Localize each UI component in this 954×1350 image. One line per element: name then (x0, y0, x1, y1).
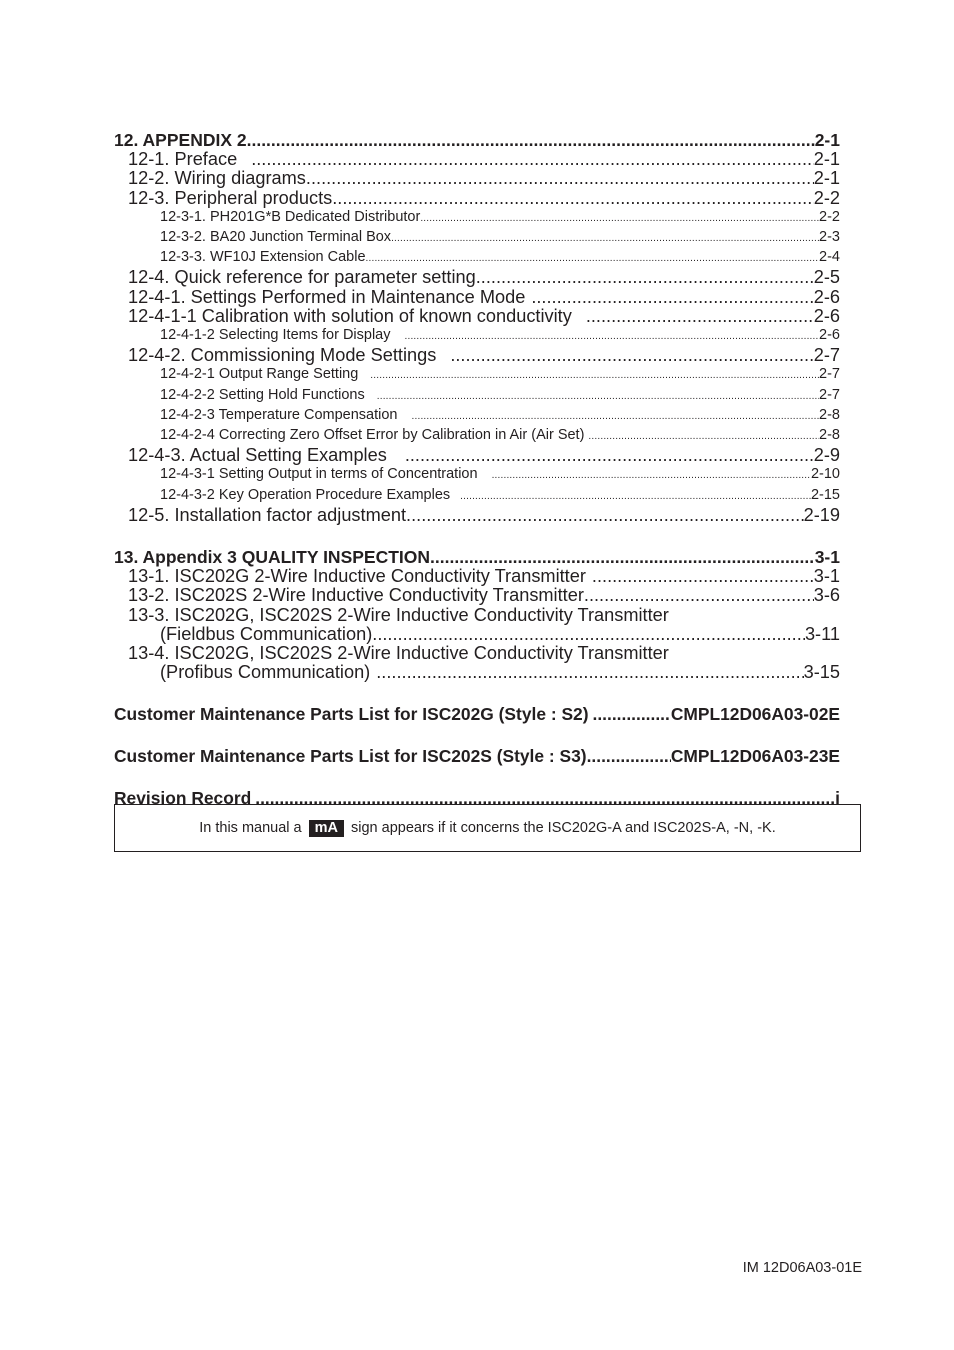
toc-cmpl-isc202g[interactable] (114, 704, 840, 724)
toc-entry-12-4-3[interactable] (114, 446, 840, 465)
toc-entry-page: 2-15 (810, 486, 840, 503)
note-text-before: In this manual a (199, 820, 302, 836)
toc-entry-12-5[interactable] (114, 506, 840, 525)
toc-leader-dots (584, 586, 814, 605)
toc-cmpl-isc202s[interactable] (114, 746, 840, 766)
toc-entry-page: CMPL12D06A03-02E (670, 704, 840, 725)
toc-leader-dots (587, 746, 671, 766)
toc-entry-title: 12-4-2-1 Output Range Setting (160, 366, 359, 383)
toc-entry-title: 13-2. ISC202S 2-Wire Inductive Conductivity Transmitter (128, 586, 584, 606)
toc-entry-12-1[interactable] (114, 150, 840, 169)
toc-entry-title: Customer Maintenance Parts List for ISC202G (Style : S2) (114, 704, 589, 725)
toc-entry-page: 2-7 (819, 366, 840, 383)
toc-entry-title: 12-4. Quick reference for parameter setting (128, 268, 476, 288)
toc-entry-title: 12-4-3-1 Setting Output in terms of Concentration (160, 466, 478, 483)
toc-entry-title: 12-4-2-3 Temperature Compensation (160, 406, 398, 423)
toc-spacer (114, 525, 840, 548)
toc-entry-title: 12-4-3-2 Key Operation Procedure Examples (160, 486, 451, 503)
toc-leader-dots (370, 366, 819, 385)
toc-entry-page: 3-1 (814, 548, 840, 568)
toc-leader-dots (531, 288, 813, 307)
toc-entry-title: 12-4-2-2 Setting Hold Functions (160, 386, 365, 403)
toc-leader-dots (332, 189, 813, 208)
toc-entry-page: 3-6 (813, 586, 840, 606)
toc-leader-dots (377, 387, 819, 406)
toc-entry-page: 3-15 (803, 663, 840, 683)
document-id-footer: IM 12D06A03-01E (742, 1260, 862, 1276)
toc-entry-12-3-3[interactable] (114, 248, 840, 268)
toc-entry-page: CMPL12D06A03-23E (670, 746, 840, 767)
toc-entry-12-4-3-1[interactable] (114, 465, 840, 485)
toc-entry-12-4[interactable] (114, 268, 840, 287)
toc-leader-dots (406, 506, 804, 525)
toc-entry-title: 12. APPENDIX 2 (114, 131, 247, 150)
toc-entry-12-4-1[interactable] (114, 288, 840, 307)
toc-leader-dots (247, 131, 815, 150)
toc-entry-page: 2-6 (813, 287, 840, 307)
toc-entry-13-4-title[interactable]: 13-4. ISC202G, ISC202S 2-Wire Inductive Conductivity Transmitter (128, 643, 669, 664)
toc-entry-page: 3-1 (813, 567, 840, 587)
toc-entry-title: 12-3. Peripheral products (128, 188, 333, 208)
table-of-contents (114, 131, 840, 808)
toc-leader-dots (405, 446, 814, 465)
toc-leader-dots (450, 346, 813, 365)
toc-entry-page: 2-8 (819, 406, 840, 423)
toc-leader-dots (391, 229, 819, 248)
toc-leader-dots (420, 209, 819, 228)
ma-sign-note-box (114, 804, 861, 852)
toc-leader-dots (588, 427, 819, 446)
toc-entry-13-4[interactable] (114, 663, 840, 682)
toc-entry-12-4-2-2[interactable] (114, 386, 840, 406)
toc-entry-page: i (835, 788, 840, 809)
toc-entry-page: 2-9 (813, 446, 840, 466)
toc-leader-dots (366, 249, 820, 268)
toc-entry-page: 2-1 (814, 131, 840, 150)
toc-entry-page: 2-7 (813, 346, 840, 366)
toc-leader-dots (460, 487, 811, 506)
toc-entry-title: 12-4-3. Actual Setting Examples (128, 446, 387, 466)
toc-leader-dots (492, 466, 811, 485)
toc-leader-dots (372, 625, 805, 644)
toc-entry-title: 12-4-2-4 Correcting Zero Offset Error by Calibration in Air (Air Set) (160, 427, 585, 444)
toc-entry-title: 13. Appendix 3 QUALITY INSPECTION (114, 548, 431, 568)
toc-entry-title: 13-1. ISC202G 2-Wire Inductive Conductivity Transmitter (128, 567, 586, 587)
toc-entry-12-2[interactable] (114, 169, 840, 188)
toc-chapter-13[interactable] (114, 548, 840, 567)
toc-entry-12-4-2[interactable] (114, 346, 840, 365)
toc-entry-title: 12-4-1-1 Calibration with solution of known conductivity (128, 306, 572, 326)
toc-leader-dots (405, 327, 820, 346)
toc-spacer (114, 766, 840, 788)
toc-leader-dots (593, 704, 671, 724)
toc-entry-12-4-2-3[interactable] (114, 406, 840, 426)
toc-entry-title: 12-4-1-2 Selecting Items for Display (160, 327, 391, 344)
toc-entry-13-1[interactable] (114, 567, 840, 586)
toc-entry-title: Customer Maintenance Parts List for ISC202S (Style : S3) (114, 746, 587, 767)
toc-entry-page: 2-2 (819, 208, 840, 225)
toc-entry-title: (Profibus Communication) (160, 663, 371, 683)
toc-entry-title: 12-4-2. Commissioning Mode Settings (128, 346, 437, 366)
toc-entry-title: 12-2. Wiring diagrams (128, 169, 306, 189)
toc-leader-dots (306, 169, 814, 188)
toc-spacer (114, 724, 840, 746)
toc-entry-page: 3-11 (804, 624, 840, 644)
toc-entry-page: 2-3 (819, 229, 840, 246)
toc-entry-title: Revision Record (114, 788, 252, 809)
toc-entry-title: 12-1. Preface (128, 150, 238, 170)
note-text-after: sign appears if it concerns the ISC202G-A and ISC202S-A, -N, -K. (351, 820, 776, 836)
toc-entry-page: 2-2 (813, 188, 840, 208)
toc-entry-page: 2-1 (813, 169, 840, 189)
toc-entry-13-2[interactable] (114, 586, 840, 605)
toc-entry-13-3-title[interactable]: 13-3. ISC202G, ISC202S 2-Wire Inductive Conductivity Transmitter (128, 604, 669, 625)
toc-entry-page: 2-6 (813, 306, 840, 326)
toc-spacer (114, 682, 840, 704)
toc-entry-12-4-1-2[interactable] (114, 326, 840, 346)
toc-entry-title: 12-4-1. Settings Performed in Maintenance Mode (128, 287, 526, 307)
toc-entry-12-3-2[interactable] (114, 228, 840, 248)
toc-entry-page: 2-10 (810, 466, 840, 483)
toc-leader-dots (592, 567, 814, 586)
toc-entry-12-4-2-1[interactable] (114, 365, 840, 385)
toc-entry-12-3[interactable] (114, 189, 840, 208)
toc-entry-page: 2-6 (819, 327, 840, 344)
toc-entry-title: 12-3-2. BA20 Junction Terminal Box (160, 229, 392, 246)
toc-entry-title: 12-3-3. WF10J Extension Cable (160, 249, 366, 266)
toc-leader-dots (586, 307, 814, 326)
toc-leader-dots (376, 663, 803, 682)
toc-entry-12-4-3-2[interactable] (114, 486, 840, 506)
toc-entry-title: 12-3-1. PH201G*B Dedicated Distributor (160, 208, 421, 225)
toc-entry-page: 2-1 (813, 150, 840, 170)
ma-badge: mA (309, 820, 344, 837)
toc-leader-dots (251, 150, 814, 169)
toc-leader-dots (412, 407, 820, 426)
toc-chapter-12[interactable] (114, 131, 840, 150)
toc-entry-12-3-1[interactable] (114, 208, 840, 228)
toc-entry-page: 2-7 (819, 386, 840, 403)
toc-entry-13-3[interactable] (114, 625, 840, 644)
toc-entry-page: 2-19 (803, 505, 840, 525)
toc-entry-page: 2-5 (813, 268, 840, 288)
toc-entry-title: (Fieldbus Communication) (160, 624, 373, 644)
toc-entry-12-4-2-4[interactable] (114, 426, 840, 446)
toc-entry-12-4-1-1[interactable] (114, 307, 840, 326)
toc-entry-title: 12-5. Installation factor adjustment (128, 505, 407, 525)
toc-leader-dots (430, 548, 815, 567)
toc-entry-page: 2-8 (819, 427, 840, 444)
toc-entry-page: 2-4 (819, 249, 840, 266)
toc-leader-dots (476, 268, 814, 287)
